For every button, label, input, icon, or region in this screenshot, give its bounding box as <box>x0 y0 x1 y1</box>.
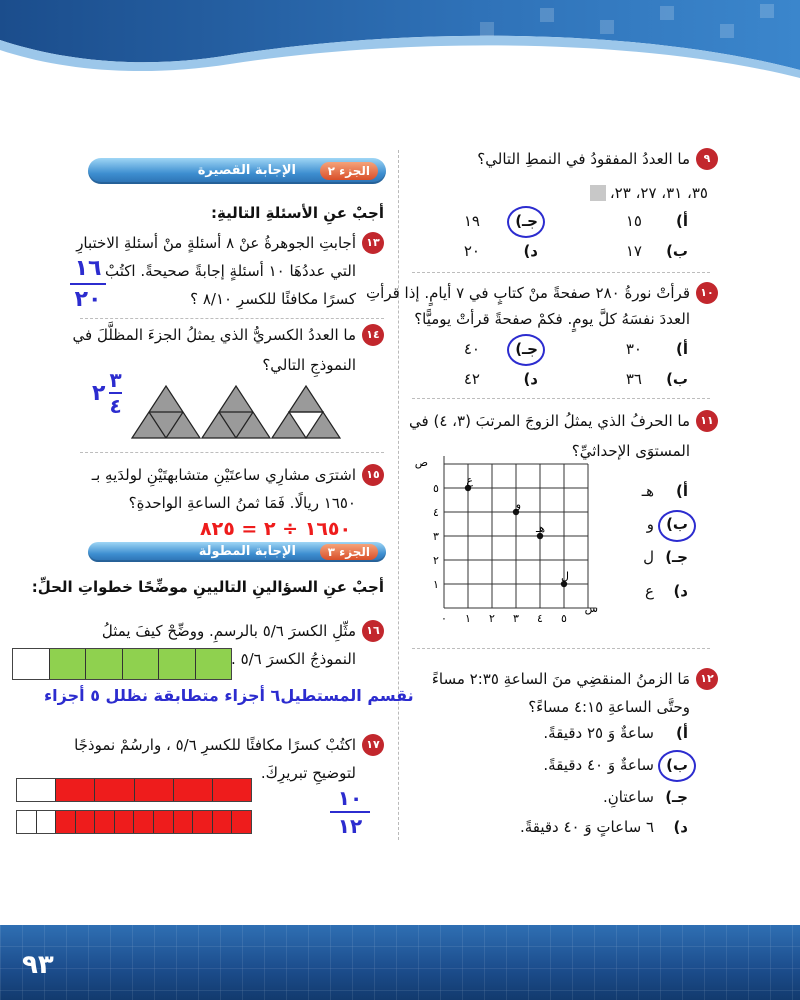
bar-cell-shaded <box>212 779 251 801</box>
question-17-line2: لتوضيحِ تبريرِكَ. <box>260 764 356 782</box>
answer-numerator: ١٦ <box>74 256 102 281</box>
top-decorative-banner <box>0 0 800 120</box>
q12-option-c-value: ساعتانِ. <box>603 788 654 806</box>
answer-whole: ٢ <box>92 380 106 406</box>
bar-cell-shaded <box>231 811 251 833</box>
point-label: هـ <box>535 522 545 535</box>
point-label: ع <box>466 474 473 487</box>
x-tick-label: ٤ <box>537 612 543 625</box>
handwritten-explanation: نقسم المستطيل٦ أجزاء متطابقة نظلل ٥ أجزاء <box>44 686 414 705</box>
q9-option-a-value: ١٥ <box>625 212 642 230</box>
question-15-number: ١٥ <box>362 464 384 486</box>
q10-option-a-value: ٣٠ <box>625 340 642 358</box>
x-tick-label: ٣ <box>513 612 519 625</box>
question-13-number: ١٣ <box>362 232 384 254</box>
q9-option-d-value: ٢٠ <box>463 242 480 260</box>
answer-numerator: ١٠ <box>337 786 363 810</box>
bar-cell-shaded <box>173 811 193 833</box>
question-11-line1: ما الحرفُ الذي يمثلُ الزوجَ المرتبَ (٣، ٤) في <box>409 412 690 430</box>
separator <box>80 452 384 453</box>
fraction-bar <box>330 811 370 813</box>
q12-option-a-value: ساعةٌ وَ ٢٥ دقيقةً. <box>543 724 654 742</box>
instruction-text: أجبْ عنِ الأسئلةِ التاليةِ: <box>210 204 384 222</box>
q10-option-c-value: ٤٠ <box>463 340 480 358</box>
bar-cell-empty <box>13 649 49 679</box>
question-17-line1: اكتُبْ كسرًا مكافئًا للكسرِ ٥/٦ ، وارسُمْ نموذجًا <box>74 736 356 754</box>
section-banner-short-answer <box>88 158 386 184</box>
fraction-bar-model-5-6 <box>16 778 252 802</box>
bar-cell-shaded <box>122 649 159 679</box>
q10-option-a-letter[interactable]: أ) <box>676 340 688 358</box>
y-tick-label: ١ <box>433 578 439 591</box>
x-tick-label: ٢ <box>489 612 495 625</box>
bar-cell-shaded <box>49 649 86 679</box>
fraction-bar <box>70 283 106 285</box>
handwritten-equivalent-fraction <box>330 786 370 838</box>
pattern-numbers: ٣٥، ٣١، ٢٧، ٢٣، <box>609 184 708 202</box>
bar-cell-shaded <box>85 649 122 679</box>
question-12-number: ١٢ <box>696 668 718 690</box>
bar-cell-shaded <box>133 811 153 833</box>
separator <box>412 398 710 399</box>
bar-cell-shaded <box>55 811 75 833</box>
bar-cell-shaded <box>114 811 134 833</box>
handwritten-division-answer: ١٦٥٠ ÷ ٢ = ٨٢٥ <box>200 518 352 540</box>
question-13-line2: التي عددُهَا ١٠ أسئلةٍ إجابةً صحيحةً. اكتُبْ <box>105 262 356 280</box>
bar-cell-shaded <box>134 779 173 801</box>
q9-option-b-value: ١٧ <box>625 242 642 260</box>
question-16-line2: النموذجُ الكسرَ ٥/٦ . <box>231 650 356 668</box>
y-tick-label: ٤ <box>433 506 439 519</box>
q12-option-b-letter[interactable]: ب) <box>666 756 688 774</box>
bottom-tile-pattern <box>0 925 800 1000</box>
question-10-line2: العددَ نفسَهُ كلَّ يومٍ. فكمْ صفحةً قرأتْ يوميًّا؟ <box>414 310 690 328</box>
page-number: ٩٣ <box>22 950 54 980</box>
column-divider <box>398 150 399 840</box>
q9-option-a-letter[interactable]: أ) <box>676 212 688 230</box>
q12-option-c-letter[interactable]: جـ) <box>665 788 688 806</box>
question-15-line1: اشترَى مشارِي ساعتَيْنِ متشابهتَيْنِ لولدَيهِ بـ <box>91 466 356 484</box>
bar-cell-shaded <box>75 811 95 833</box>
part-badge: الجزء ٣ <box>320 544 378 560</box>
x-axis-label: س <box>584 602 598 615</box>
y-axis-label: ص <box>414 456 428 469</box>
q11-option-b-letter[interactable]: ب) <box>666 515 688 533</box>
banner-title: الإجابة المطولة <box>198 544 296 559</box>
handwritten-fraction-answer <box>70 256 106 312</box>
q10-option-c-letter[interactable]: جـ) <box>515 340 538 358</box>
question-9-pattern <box>590 180 708 206</box>
q9-option-c-value: ١٩ <box>463 212 480 230</box>
question-14-line1: ما العددُ الكسريُّ الذي يمثلُ الجزءَ المظلَّلَ في <box>72 326 356 344</box>
question-17-number: ١٧ <box>362 734 384 756</box>
question-14-number: ١٤ <box>362 324 384 346</box>
section-banner-extended-answer <box>88 542 386 562</box>
q12-option-d-letter[interactable]: د) <box>673 818 688 836</box>
question-10-line1: قرأتْ نورةُ ٢٨٠ صفحةً منْ كتابٍ في ٧ أيامٍ. إذا قرأتِ <box>366 284 690 302</box>
part-badge: الجزء ٢ <box>320 162 378 180</box>
question-14-line2: النموذجِ التالي؟ <box>262 356 356 374</box>
point-label: ل <box>561 570 569 583</box>
shaded-triangles-model <box>130 384 340 440</box>
y-tick-label: ٣ <box>433 530 439 543</box>
q10-option-b-letter[interactable]: ب) <box>666 370 688 388</box>
banner-title: الإجابة القصيرة <box>197 163 296 178</box>
separator <box>80 318 384 319</box>
instruction-text: أجبْ عنِ السؤالينِ التاليينِ موضِّحًا خطواتِ الحلِّ: <box>31 578 384 596</box>
q11-option-b-value: و <box>646 515 654 533</box>
bar-cell-empty <box>17 779 55 801</box>
coordinate-grid <box>414 456 600 628</box>
answer-denominator: ٤ <box>109 394 122 418</box>
q12-option-a-letter[interactable]: أ) <box>676 724 688 742</box>
q10-option-d-letter[interactable]: د) <box>523 370 538 388</box>
q10-option-b-value: ٣٦ <box>625 370 642 388</box>
bar-cell-shaded <box>94 811 114 833</box>
bar-cell-shaded <box>192 811 212 833</box>
question-12-line2: وحتَّى الساعةِ ٤:١٥ مساءً؟ <box>528 698 690 716</box>
q9-option-c-letter[interactable]: جـ) <box>515 212 538 230</box>
question-9-number: ٩ <box>696 148 718 170</box>
answer-denominator: ١٢ <box>337 814 363 838</box>
q11-option-d-value: ع <box>645 582 654 600</box>
question-9-text: ما العددُ المفقودُ في النمطِ التالي؟ <box>477 150 690 168</box>
q11-option-d-letter[interactable]: د) <box>673 582 688 600</box>
bar-cell-shaded <box>55 779 94 801</box>
question-12-line1: مَا الزمنُ المنقضِي منَ الساعةِ ٢:٣٥ مساءً <box>431 670 690 688</box>
q9-option-d-letter[interactable]: د) <box>523 242 538 260</box>
answer-numerator: ٣ <box>109 368 122 392</box>
answer-fraction <box>109 368 121 418</box>
question-13-line1: أجابتِ الجوهرةُ عنْ ٨ أسئلةٍ منْ أسئلةِ الاختبارِ <box>76 234 356 252</box>
question-13-line3: كسرًا مكافئًا للكسرِ ٨/١٠ ؟ <box>190 290 356 308</box>
bar-cell-empty <box>17 811 36 833</box>
question-11-line2: المستوَى الإحداثيِّ؟ <box>571 442 690 460</box>
separator <box>412 272 710 273</box>
bar-cell-shaded <box>212 811 232 833</box>
q11-option-a-letter[interactable]: أ) <box>676 482 688 500</box>
q11-option-c-letter[interactable]: جـ) <box>665 548 688 566</box>
bar-cell-shaded <box>94 779 133 801</box>
q10-option-d-value: ٤٢ <box>463 370 480 388</box>
bar-cell-shaded <box>195 649 232 679</box>
question-11-number: ١١ <box>696 410 718 432</box>
handwritten-mixed-number-answer <box>92 368 122 418</box>
answer-denominator: ٢٠ <box>74 287 102 312</box>
q11-option-c-value: ل <box>643 548 654 566</box>
q12-option-b-value: ساعةٌ وَ ٤٠ دقيقةً. <box>543 756 654 774</box>
question-15-line2: ١٦٥٠ ريالًا. فَمَا ثمنُ الساعةِ الواحدةِ؟ <box>128 494 356 512</box>
bar-cell-empty <box>36 811 56 833</box>
question-10-number: ١٠ <box>696 282 718 304</box>
q11-option-a-value: هـ <box>641 482 654 500</box>
missing-value-box <box>590 185 606 201</box>
point-label: و <box>515 498 521 511</box>
x-tick-label: ٠ <box>441 612 447 625</box>
question-16-line1: مثِّلِ الكسرَ ٥/٦ بالرسمِ. ووضِّحْ كيفَ يمثلُ <box>101 622 356 640</box>
separator <box>412 648 710 649</box>
y-tick-label: ٢ <box>433 554 439 567</box>
q12-option-d-value: ٦ ساعاتٍ وَ ٤٠ دقيقةً. <box>519 818 654 836</box>
bar-cell-shaded <box>153 811 173 833</box>
bar-cell-shaded <box>173 779 212 801</box>
x-tick-label: ١ <box>465 612 471 625</box>
fraction-bar-model-10-12 <box>16 810 252 834</box>
q9-option-b-letter[interactable]: ب) <box>666 242 688 260</box>
bar-cell-shaded <box>158 649 195 679</box>
y-tick-label: ٥ <box>433 482 439 495</box>
x-tick-label: ٥ <box>561 612 567 625</box>
question-16-number: ١٦ <box>362 620 384 642</box>
fraction-bar-model-5-6 <box>12 648 232 680</box>
